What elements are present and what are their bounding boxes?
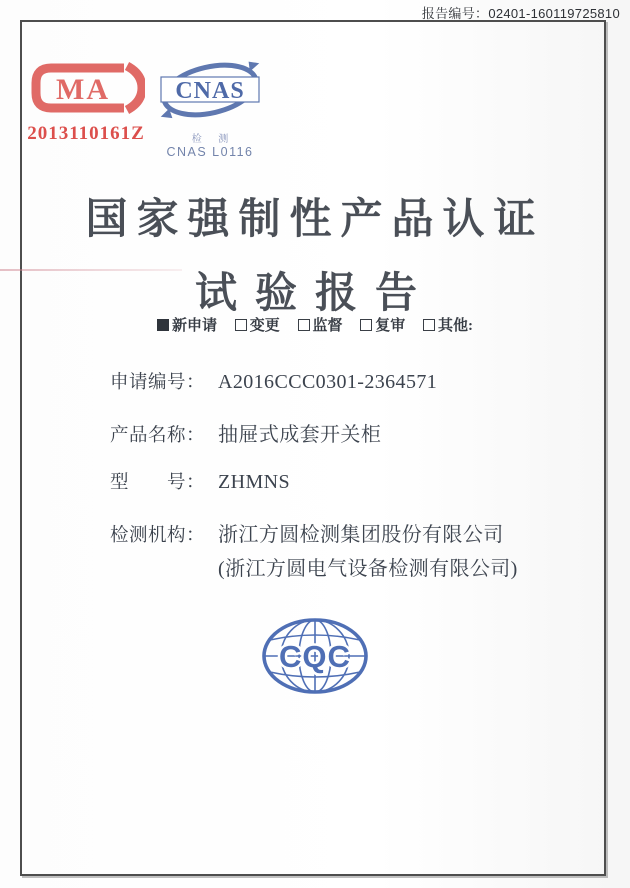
field-value: 抽屉式成套开关柜 [218,424,382,446]
cma-cert-number: 2013110161Z [27,123,145,144]
checkbox-unchecked-icon [423,319,435,331]
checkbox-unchecked-icon [235,319,247,331]
field-value-secondary: (浙江方圆电气设备检测有限公司) [218,558,518,580]
checkbox-item-new-application [157,314,217,335]
scan-artifact-line [0,269,182,271]
field-model [110,468,290,494]
title-line-2: 试验报告 [194,271,435,317]
field-product-name [110,418,381,447]
cqc-logo-letters: CQC [279,639,351,674]
field-value: ZHMNS [218,471,291,493]
document-title [0,186,630,320]
checkbox-label: 新申请 [171,318,217,334]
field-label: 检测机构： [110,526,206,546]
checkbox-unchecked-icon [360,319,372,331]
cnas-logo-block [150,58,270,159]
checkbox-label: 其他: [438,318,474,334]
cnas-logo-letters: CNAS [175,78,245,104]
field-label: 申请编号： [110,373,206,393]
field-application-number [110,368,437,394]
checkbox-item-change [235,314,280,335]
checkbox-label: 变更 [249,318,280,334]
cnas-logo-icon [158,58,262,124]
field-value: 浙江方圆检测集团股份有限公司 [218,524,504,546]
cma-logo-block [16,60,156,145]
checkbox-label: 复审 [375,318,406,334]
cqc-logo-block [0,616,630,701]
report-number-value: 02401-160119725810 [488,6,620,21]
field-value: A2016CCC0301-2364571 [218,371,438,393]
application-type-row [0,314,630,336]
field-label: 产品名称： [110,426,206,446]
report-number-label: 报告编号： [421,6,489,21]
checkbox-unchecked-icon [298,319,310,331]
cqc-logo-icon [260,616,370,696]
checkbox-item-supervision [298,314,343,335]
cma-logo-letters: MA [56,73,110,106]
checkbox-item-review [360,314,405,335]
checkbox-checked-icon [157,319,169,331]
checkbox-label: 监督 [312,318,343,334]
title-line-1: 国家强制性产品认证 [85,197,545,243]
field-label: 型 号： [110,473,206,493]
cnas-accreditation-number: CNAS L0116 [166,145,254,159]
cnas-subtext-jiance: 检 测 [191,134,236,145]
document-border-frame [20,20,606,876]
checkbox-item-other [423,314,473,335]
field-testing-organization [110,518,518,581]
cma-logo-icon [27,60,145,116]
